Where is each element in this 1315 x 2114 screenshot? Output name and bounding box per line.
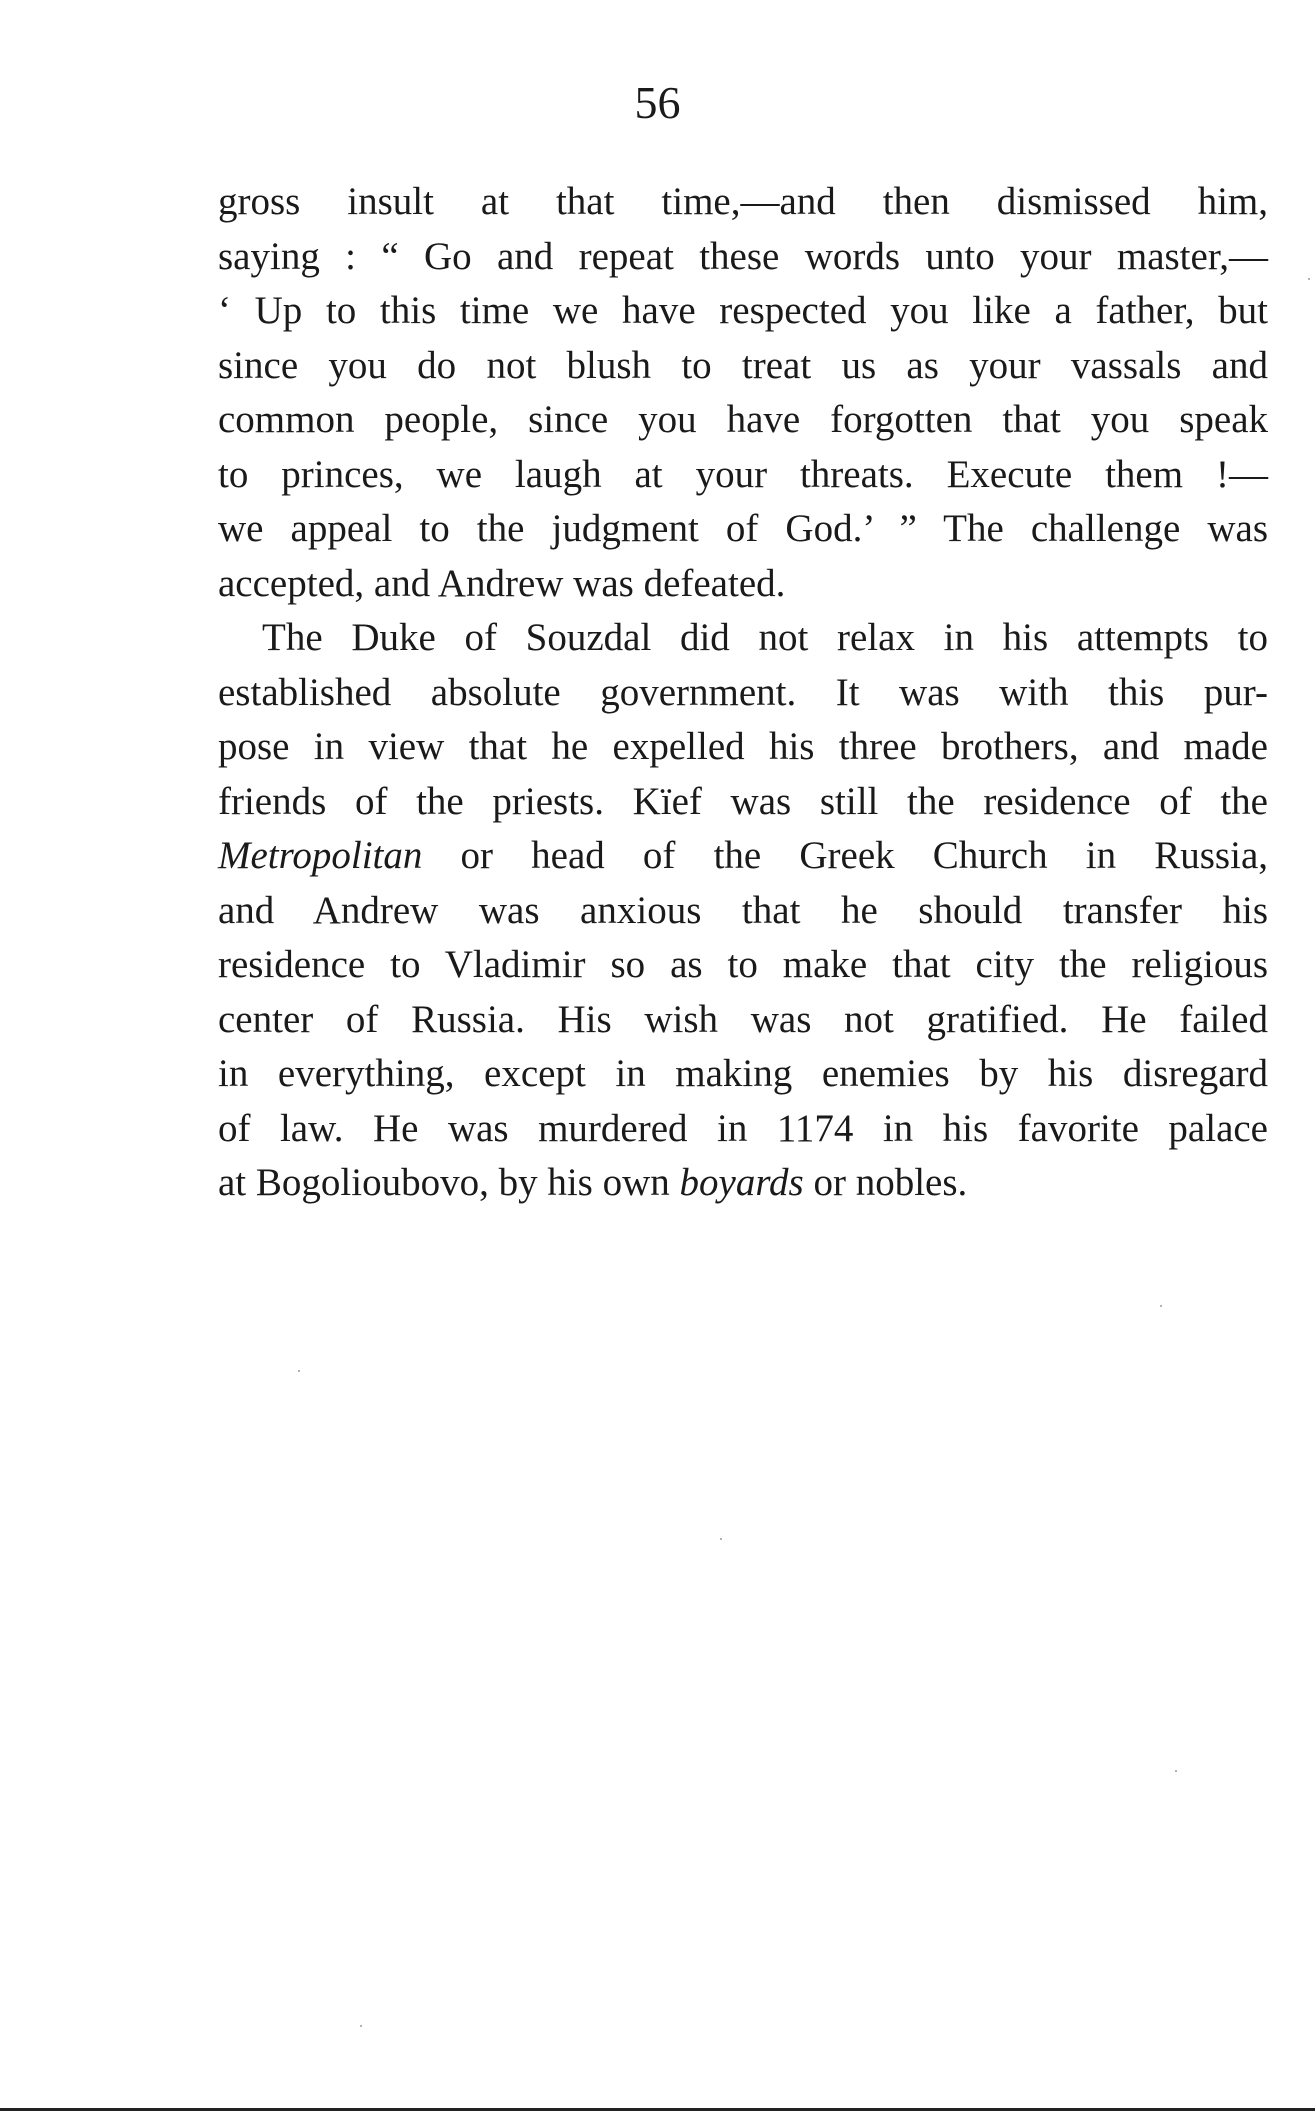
text-line bbox=[218, 1156, 1268, 1211]
text-line: of law. He was murdered in 1174 in his favorite palace bbox=[218, 1106, 1268, 1150]
text-fragment: at Bogolioubovo, by his own bbox=[218, 1161, 680, 1204]
text-line: established absolute government. It was with this pur- bbox=[218, 670, 1268, 714]
page-bottom-edge bbox=[0, 2108, 1315, 2111]
text-line bbox=[218, 829, 1268, 884]
text-fragment: or head of the Greek Church in Russia, bbox=[422, 834, 1268, 877]
text-line: and Andrew was anxious that he should transfer his bbox=[218, 888, 1268, 932]
text-line: pose in view that he expelled his three brothers, and made bbox=[218, 725, 1268, 768]
text-line: to princes, we laugh at your threats. Execute them !— bbox=[218, 452, 1268, 496]
text-line: friends of the priests. Kïef was still the residence of the bbox=[218, 779, 1268, 823]
text-line: saying : “ Go and repeat these words unto your master,— bbox=[218, 234, 1268, 278]
italic-term: boyards bbox=[679, 1161, 804, 1204]
paragraph-1 bbox=[218, 175, 1268, 611]
text-line: residence to Vladimir so as to make that city the religious bbox=[218, 943, 1268, 986]
scan-speck bbox=[360, 2025, 362, 2027]
italic-term: Metropolitan bbox=[218, 834, 423, 877]
text-line: ‘ Up to this time we have respected you like a father, but bbox=[218, 289, 1268, 332]
scan-speck bbox=[720, 1538, 722, 1540]
text-line: common people, since you have forgotten that you speak bbox=[218, 398, 1268, 441]
scan-speck bbox=[1308, 278, 1310, 280]
text-fragment: or nobles. bbox=[803, 1161, 968, 1204]
scan-speck bbox=[1160, 1305, 1162, 1307]
text-line: The Duke of Souzdal did not relax in his attempts to bbox=[262, 616, 1268, 659]
text-line: since you do not blush to treat us as your vassals and bbox=[218, 343, 1268, 387]
text-line: we appeal to the judgment of God.’ ” The challenge was bbox=[218, 507, 1268, 550]
text-line: in everything, except in making enemies by his disregard bbox=[218, 1052, 1268, 1095]
scan-speck bbox=[1175, 1770, 1177, 1772]
text-line: center of Russia. His wish was not gratified. He failed bbox=[218, 997, 1268, 1041]
body-text bbox=[218, 175, 1268, 1211]
text-line: accepted, and Andrew was defeated. bbox=[218, 561, 786, 605]
page-number: 56 bbox=[634, 77, 681, 128]
text-line: gross insult at that time,—and then dismissed him, bbox=[218, 180, 1268, 223]
scan-speck bbox=[298, 1370, 300, 1372]
paragraph-2 bbox=[218, 611, 1268, 1211]
